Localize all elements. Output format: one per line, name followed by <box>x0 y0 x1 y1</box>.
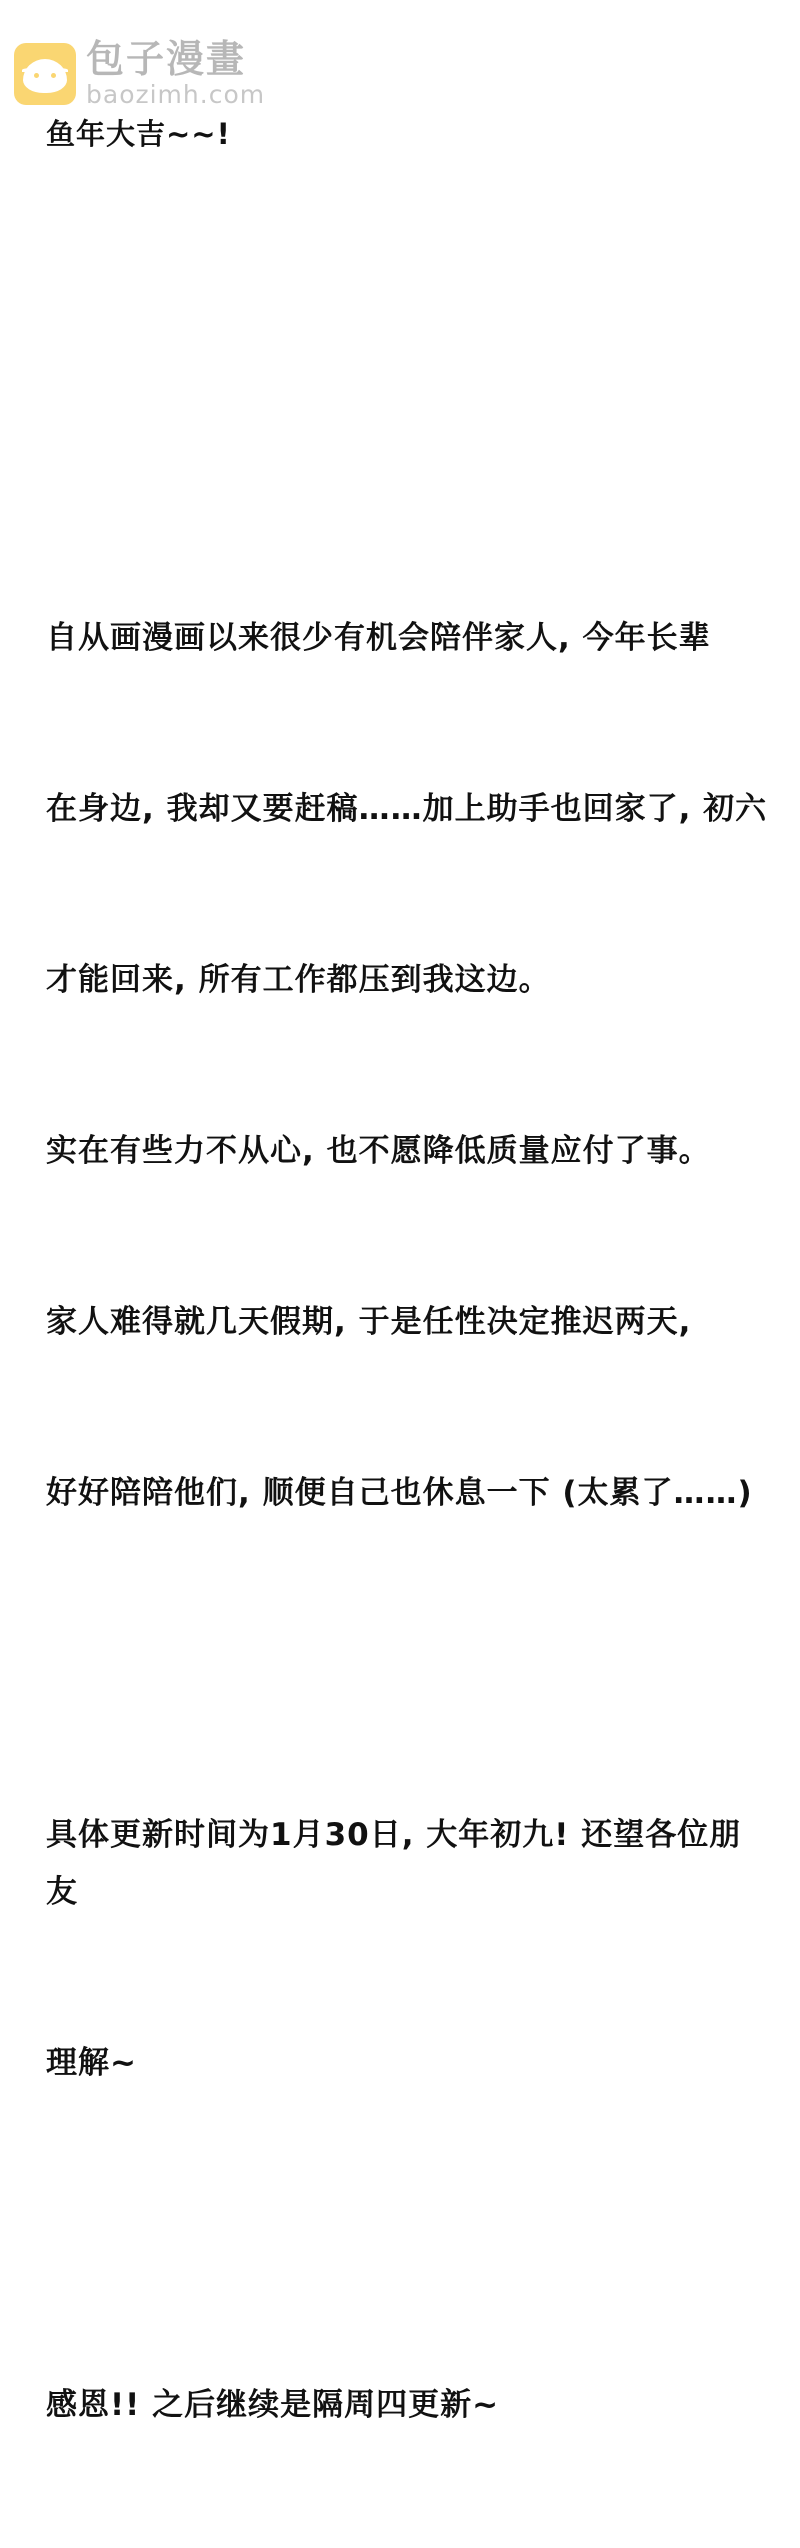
update-date-line-1: 具体更新时间为1月30日, 大年初九! 还望各位朋友 <box>46 1817 742 1910</box>
paragraph-line-4: 实在有些力不从心, 也不愿降低质量应付了事。 <box>46 1133 711 1169</box>
paragraph-line-6: 好好陪陪他们, 顺便自己也休息一下 (太累了……) <box>46 1475 753 1511</box>
watermark-site-name-en: baozimh.com <box>86 80 266 109</box>
blank-line-3 <box>46 1636 772 1693</box>
closing-line: 感恩!! 之后继续是隔周四更新~ <box>46 2387 500 2423</box>
paragraph-line-1: 自从画漫画以来很少有机会陪伴家人, 今年长辈 <box>46 620 711 656</box>
watermark-site-name-cn: 包子漫畫 <box>86 37 247 81</box>
announcement-text <box>46 0 772 2548</box>
blank-line-1 <box>46 268 772 325</box>
greeting-line: 鱼年大吉~~! <box>46 117 231 151</box>
paragraph-line-2: 在身边, 我却又要赶稿……加上助手也回家了, 初六 <box>46 791 768 827</box>
paragraph-line-5: 家人难得就几天假期, 于是任性决定推迟两天, <box>46 1304 692 1340</box>
blank-line-4 <box>46 2206 772 2263</box>
paragraph-line-3: 才能回来, 所有工作都压到我这边。 <box>46 962 551 998</box>
update-date-line-2: 理解~ <box>46 2045 137 2081</box>
blank-line-2 <box>46 439 772 496</box>
